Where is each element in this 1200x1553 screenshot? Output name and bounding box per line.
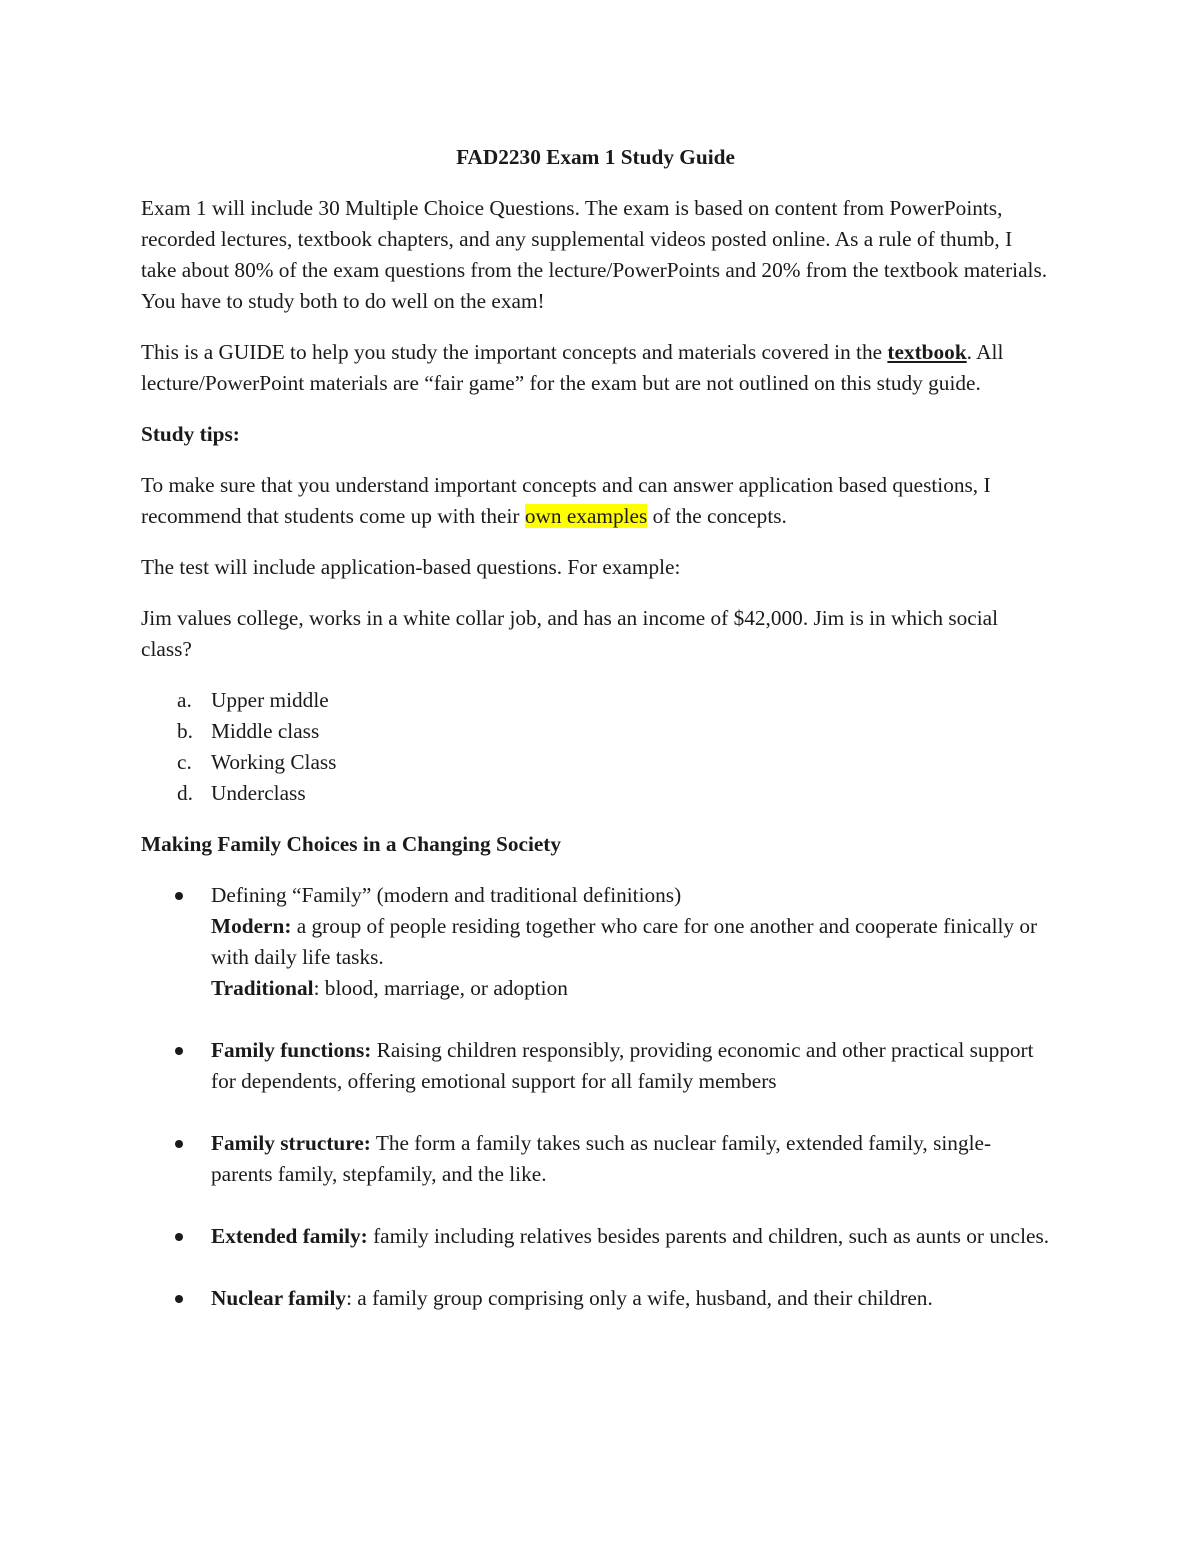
tip-highlight: own examples [524, 504, 648, 528]
page-title: FAD2230 Exam 1 Study Guide [456, 145, 735, 169]
option-marker: c. [177, 750, 192, 774]
topic-text: Defining “Family” (modern and traditional definitions) [211, 883, 682, 907]
tip-text-after: of the concepts. [647, 504, 787, 528]
topic-text: family including relatives besides parents and children, such as aunts or uncles. [367, 1224, 1050, 1248]
topic-defining-family [175, 880, 1050, 1004]
study-tips-heading: Study tips: [141, 422, 240, 446]
topic-text: The form a family takes such as nuclear family, extended family, single-parents family, stepfamily, and the like. [211, 1131, 992, 1186]
option-marker: b. [177, 719, 193, 743]
bullet-icon [175, 880, 211, 1004]
section-heading: Making Family Choices in a Changing Society [141, 832, 562, 856]
guide-text-after: . All lecture/PowerPoint materials are “fair game” for the exam but are not outlined on this study guide. [141, 340, 1004, 395]
topic-list [141, 880, 1050, 1314]
topic-text: Raising children responsibly, providing economic and other practical support for dependents, offering emotional support for all family members [211, 1038, 1034, 1093]
answer-option [177, 685, 1050, 716]
bullet-icon [175, 1035, 211, 1097]
topic-label: Family functions: [211, 1038, 372, 1062]
option-marker: d. [177, 781, 193, 805]
example-question: Jim values college, works in a white collar job, and has an income of $42,000. Jim is in which social class? [141, 606, 999, 661]
topic-nuclear-family [175, 1283, 1050, 1314]
topic-family-functions [175, 1035, 1050, 1097]
answer-option [177, 747, 1050, 778]
option-text: Upper middle [211, 688, 329, 712]
topic-family-structure [175, 1128, 1050, 1190]
topic-label: Extended family: [211, 1224, 368, 1248]
modern-label: Modern: [211, 914, 292, 938]
guide-paragraph [141, 337, 1050, 399]
option-text: Underclass [211, 781, 306, 805]
tip-paragraph [141, 470, 1050, 532]
option-marker: a. [177, 688, 192, 712]
option-text: Working Class [211, 750, 337, 774]
tip-text-before: To make sure that you understand important concepts and can answer application based questions, I recommend that students come up with their [141, 473, 991, 528]
bullet-icon [175, 1128, 211, 1190]
bullet-icon [175, 1283, 211, 1314]
answer-option [177, 778, 1050, 809]
application-intro: The test will include application-based questions. For example: [141, 555, 681, 579]
guide-text-before: This is a GUIDE to help you study the important concepts and materials covered in the [141, 340, 888, 364]
modern-definition [211, 911, 1050, 973]
intro-paragraph: Exam 1 will include 30 Multiple Choice Questions. The exam is based on content from PowerPoints, recorded lectures, textbook chapters, and any supplemental videos posted online. As a rule of thumb, I take about 80% of the exam questions from the lecture/PowerPoints and 20% from the textbook materials. You have to study both to do well on the exam! [141, 196, 1048, 313]
guide-emphasis: textbook [887, 340, 967, 364]
bullet-icon [175, 1221, 211, 1252]
topic-label: Nuclear family [211, 1286, 347, 1310]
traditional-text: : blood, marriage, or adoption [313, 976, 568, 1000]
answer-option [177, 716, 1050, 747]
modern-text: a group of people residing together who care for one another and cooperate finically or with daily life tasks. [211, 914, 1038, 969]
topic-text: : a family group comprising only a wife, husband, and their children. [346, 1286, 933, 1310]
traditional-label: Traditional [211, 976, 314, 1000]
topic-extended-family [175, 1221, 1050, 1252]
answer-options [141, 685, 1050, 809]
option-text: Middle class [211, 719, 320, 743]
topic-label: Family structure: [211, 1131, 371, 1155]
traditional-definition [211, 973, 1050, 1004]
